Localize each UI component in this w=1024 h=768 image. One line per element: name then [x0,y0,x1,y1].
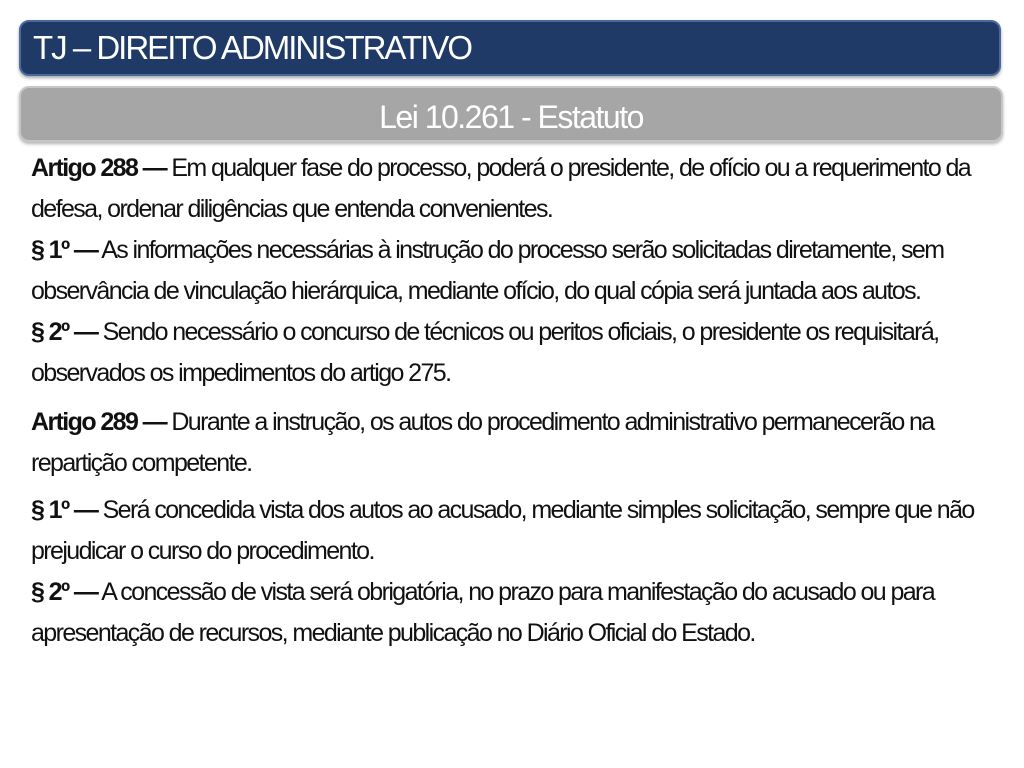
slide-subtitle: Lei 10.261 - Estatuto [379,99,643,135]
article-289-paragraph-1 [31,490,1001,572]
article-288-text: Em qualquer fase do processo, poderá o presidente, de ofício ou a requerimento da defesa, ordenar diligências que entenda convenientes. [31,154,971,223]
article-288-paragraph-1 [31,230,1001,312]
article-288-paragraph-2-lead: § 2º — [31,318,98,346]
article-288-paragraph-2 [31,312,1001,394]
article-289-lead: Artigo 289 — [31,408,166,436]
article-289-paragraph-2-lead: § 2º — [31,578,98,606]
slide-subtitle-bar [19,86,1003,142]
article-288-paragraph-1-lead: § 1º — [31,236,98,264]
article-289-paragraph-2 [31,572,1001,654]
article-288-paragraph [31,148,1001,230]
article-289-paragraph-1-lead: § 1º — [31,496,98,524]
slide-title-bar [19,20,1001,76]
slide-body [31,148,1001,654]
slide-title: TJ – DIREITO ADMINISTRATIVO [33,29,472,66]
article-288-lead: Artigo 288 — [31,154,166,182]
article-289-paragraph-2-text: A concessão de vista será obrigatória, no prazo para manifestação do acusado ou para apresentação de recursos, mediante publicação no Diário Oficial do Estado. [31,578,935,647]
article-289-paragraph [31,402,1001,484]
article-288-paragraph-1-text: As informações necessárias à instrução do processo serão solicitadas diretamente, sem observância de vinculação hierárquica, mediante ofício, do qual cópia será juntada aos autos. [31,236,944,305]
article-289-paragraph-1-text: Será concedida vista dos autos ao acusado, mediante simples solicitação, sempre que não prejudicar o curso do procedimento. [31,496,974,565]
article-288-paragraph-2-text: Sendo necessário o concurso de técnicos ou peritos oficiais, o presidente os requisitará, observados os impedimentos do artigo 275. [31,318,939,387]
article-289-text: Durante a instrução, os autos do procedimento administrativo permanecerão na repartição competente. [31,408,934,477]
